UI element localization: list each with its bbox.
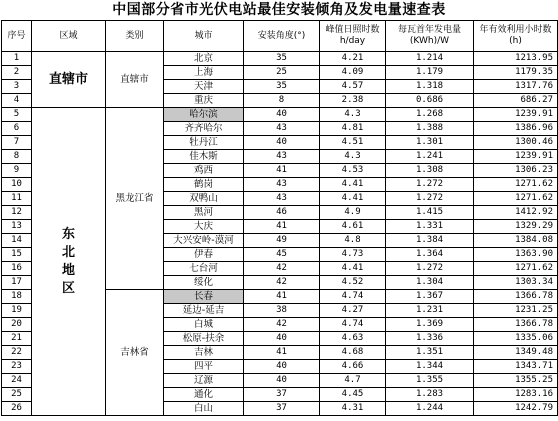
cell-city: 大兴安岭-漠河 bbox=[164, 234, 244, 248]
cell-angle: 43 bbox=[244, 150, 320, 164]
cell-city: 重庆 bbox=[164, 94, 244, 108]
category-heilongjiang: 黑龙江省 bbox=[106, 108, 164, 290]
cell-city: 长春 bbox=[164, 290, 244, 304]
cell-annual-hours: 1271.62 bbox=[474, 178, 558, 192]
cell-seq: 15 bbox=[2, 248, 32, 262]
header-peak-hours-text: 峰值日照时数h/day bbox=[325, 25, 380, 46]
cell-peak-hours: 2.38 bbox=[320, 94, 386, 108]
cell-annual-hours: 1213.95 bbox=[474, 52, 558, 66]
cell-first-year-gen: 1.369 bbox=[386, 318, 474, 332]
cell-first-year-gen: 1.367 bbox=[386, 290, 474, 304]
cell-angle: 49 bbox=[244, 234, 320, 248]
cell-peak-hours: 4.21 bbox=[320, 52, 386, 66]
cell-seq: 22 bbox=[2, 346, 32, 360]
cell-peak-hours: 4.53 bbox=[320, 164, 386, 178]
cell-city: 齐齐哈尔 bbox=[164, 122, 244, 136]
cell-peak-hours: 4.81 bbox=[320, 122, 386, 136]
cell-annual-hours: 1386.96 bbox=[474, 122, 558, 136]
document-title: 中国部分省市光伏电站最佳安装倾角及发电量速查表 bbox=[112, 2, 446, 18]
cell-angle: 25 bbox=[244, 66, 320, 80]
cell-first-year-gen: 1.272 bbox=[386, 178, 474, 192]
cell-angle: 40 bbox=[244, 108, 320, 122]
cell-city: 佳木斯 bbox=[164, 150, 244, 164]
cell-city: 白城 bbox=[164, 318, 244, 332]
cell-first-year-gen: 1.179 bbox=[386, 66, 474, 80]
cell-seq: 8 bbox=[2, 150, 32, 164]
cell-peak-hours: 4.52 bbox=[320, 276, 386, 290]
cell-annual-hours: 686.27 bbox=[474, 94, 558, 108]
cell-angle: 40 bbox=[244, 374, 320, 388]
cell-peak-hours: 4.68 bbox=[320, 346, 386, 360]
cell-first-year-gen: 1.272 bbox=[386, 262, 474, 276]
cell-city: 双鸭山 bbox=[164, 192, 244, 206]
cell-annual-hours: 1366.78 bbox=[474, 318, 558, 332]
cell-city: 黑河 bbox=[164, 206, 244, 220]
cell-first-year-gen: 1.355 bbox=[386, 374, 474, 388]
category-jilin: 吉林省 bbox=[106, 290, 164, 416]
cell-seq: 12 bbox=[2, 206, 32, 220]
cell-city: 哈尔滨 bbox=[164, 108, 244, 122]
cell-seq: 24 bbox=[2, 374, 32, 388]
cell-peak-hours: 4.8 bbox=[320, 234, 386, 248]
cell-annual-hours: 1355.25 bbox=[474, 374, 558, 388]
cell-angle: 43 bbox=[244, 192, 320, 206]
cell-annual-hours: 1363.90 bbox=[474, 248, 558, 262]
cell-annual-hours: 1242.79 bbox=[474, 402, 558, 416]
cell-angle: 35 bbox=[244, 52, 320, 66]
header-seq: 序号 bbox=[2, 21, 32, 52]
cell-seq: 19 bbox=[2, 304, 32, 318]
cell-annual-hours: 1366.78 bbox=[474, 290, 558, 304]
cell-first-year-gen: 1.308 bbox=[386, 164, 474, 178]
cell-angle: 40 bbox=[244, 360, 320, 374]
cell-peak-hours: 4.61 bbox=[320, 220, 386, 234]
cell-first-year-gen: 1.344 bbox=[386, 360, 474, 374]
cell-peak-hours: 4.7 bbox=[320, 374, 386, 388]
cell-city: 吉林 bbox=[164, 346, 244, 360]
cell-first-year-gen: 0.686 bbox=[386, 94, 474, 108]
cell-angle: 41 bbox=[244, 290, 320, 304]
cell-annual-hours: 1335.06 bbox=[474, 332, 558, 346]
cell-seq: 14 bbox=[2, 234, 32, 248]
cell-angle: 41 bbox=[244, 164, 320, 178]
header-angle: 安装角度(°) bbox=[244, 21, 320, 52]
header-first-year-gen-text: 每瓦首年发电量(KWh)/W bbox=[397, 25, 461, 46]
cell-peak-hours: 4.41 bbox=[320, 192, 386, 206]
cell-angle: 35 bbox=[244, 80, 320, 94]
cell-angle: 43 bbox=[244, 178, 320, 192]
cell-first-year-gen: 1.244 bbox=[386, 402, 474, 416]
cell-first-year-gen: 1.331 bbox=[386, 220, 474, 234]
cell-annual-hours: 1343.71 bbox=[474, 360, 558, 374]
cell-first-year-gen: 1.241 bbox=[386, 150, 474, 164]
cell-seq: 7 bbox=[2, 136, 32, 150]
cell-annual-hours: 1317.76 bbox=[474, 80, 558, 94]
cell-city: 鸡西 bbox=[164, 164, 244, 178]
cell-seq: 10 bbox=[2, 178, 32, 192]
cell-angle: 8 bbox=[244, 94, 320, 108]
cell-city: 延边-延吉 bbox=[164, 304, 244, 318]
cell-city: 七台河 bbox=[164, 262, 244, 276]
cell-annual-hours: 1300.46 bbox=[474, 136, 558, 150]
cell-seq: 26 bbox=[2, 402, 32, 416]
cell-peak-hours: 4.74 bbox=[320, 290, 386, 304]
cell-city: 四平 bbox=[164, 360, 244, 374]
header-annual-hours bbox=[474, 21, 558, 52]
header-category: 类别 bbox=[106, 21, 164, 52]
cell-angle: 41 bbox=[244, 220, 320, 234]
cell-city: 天津 bbox=[164, 80, 244, 94]
cell-annual-hours: 1329.29 bbox=[474, 220, 558, 234]
cell-first-year-gen: 1.214 bbox=[386, 52, 474, 66]
cell-city: 鹤岗 bbox=[164, 178, 244, 192]
region-dongbei-char: 北 bbox=[61, 244, 75, 260]
cell-annual-hours: 1306.23 bbox=[474, 164, 558, 178]
cell-first-year-gen: 1.283 bbox=[386, 388, 474, 402]
cell-seq: 18 bbox=[2, 290, 32, 304]
cell-annual-hours: 1412.92 bbox=[474, 206, 558, 220]
cell-first-year-gen: 1.304 bbox=[386, 276, 474, 290]
cell-seq: 5 bbox=[2, 108, 32, 122]
cell-seq: 20 bbox=[2, 318, 32, 332]
cell-angle: 38 bbox=[244, 304, 320, 318]
region-zhixiashi: 直辖市 bbox=[32, 52, 106, 108]
cell-annual-hours: 1179.35 bbox=[474, 66, 558, 80]
cell-peak-hours: 4.31 bbox=[320, 402, 386, 416]
cell-city: 上海 bbox=[164, 66, 244, 80]
cell-first-year-gen: 1.231 bbox=[386, 304, 474, 318]
cell-peak-hours: 4.3 bbox=[320, 150, 386, 164]
pv-quick-reference-table bbox=[1, 20, 558, 416]
cell-city: 辽源 bbox=[164, 374, 244, 388]
header-region: 区域 bbox=[32, 21, 106, 52]
cell-angle: 37 bbox=[244, 388, 320, 402]
cell-city: 绥化 bbox=[164, 276, 244, 290]
cell-annual-hours: 1239.91 bbox=[474, 108, 558, 122]
region-dongbei-char: 地 bbox=[61, 262, 75, 278]
cell-peak-hours: 4.66 bbox=[320, 360, 386, 374]
header-annual-hours-text: 年有效利用小时数 (h) bbox=[479, 25, 552, 46]
cell-first-year-gen: 1.318 bbox=[386, 80, 474, 94]
cell-peak-hours: 4.9 bbox=[320, 206, 386, 220]
cell-annual-hours: 1271.62 bbox=[474, 262, 558, 276]
cell-annual-hours: 1231.25 bbox=[474, 304, 558, 318]
cell-angle: 42 bbox=[244, 262, 320, 276]
cell-seq: 25 bbox=[2, 388, 32, 402]
cell-seq: 16 bbox=[2, 262, 32, 276]
cell-seq: 17 bbox=[2, 276, 32, 290]
cell-angle: 46 bbox=[244, 206, 320, 220]
cell-angle: 42 bbox=[244, 276, 320, 290]
cell-city: 松原-扶余 bbox=[164, 332, 244, 346]
cell-peak-hours: 4.51 bbox=[320, 136, 386, 150]
cell-angle: 41 bbox=[244, 346, 320, 360]
cell-first-year-gen: 1.364 bbox=[386, 248, 474, 262]
cell-angle: 45 bbox=[244, 248, 320, 262]
cell-seq: 23 bbox=[2, 360, 32, 374]
cell-angle: 43 bbox=[244, 122, 320, 136]
cell-seq: 1 bbox=[2, 52, 32, 66]
cell-seq: 11 bbox=[2, 192, 32, 206]
cell-annual-hours: 1384.08 bbox=[474, 234, 558, 248]
cell-angle: 40 bbox=[244, 136, 320, 150]
cell-annual-hours: 1303.34 bbox=[474, 276, 558, 290]
cell-first-year-gen: 1.351 bbox=[386, 346, 474, 360]
cell-city: 北京 bbox=[164, 52, 244, 66]
region-dongbei-char: 区 bbox=[61, 280, 75, 296]
cell-seq: 13 bbox=[2, 220, 32, 234]
region-dongbei-char: 东 bbox=[61, 226, 75, 242]
cell-peak-hours: 4.73 bbox=[320, 248, 386, 262]
cell-first-year-gen: 1.301 bbox=[386, 136, 474, 150]
cell-angle: 42 bbox=[244, 318, 320, 332]
table-row bbox=[2, 52, 558, 66]
cell-peak-hours: 4.3 bbox=[320, 108, 386, 122]
cell-first-year-gen: 1.415 bbox=[386, 206, 474, 220]
cell-seq: 3 bbox=[2, 80, 32, 94]
cell-peak-hours: 4.74 bbox=[320, 318, 386, 332]
cell-seq: 21 bbox=[2, 332, 32, 346]
cell-angle: 37 bbox=[244, 402, 320, 416]
cell-peak-hours: 4.45 bbox=[320, 388, 386, 402]
region-dongbei bbox=[32, 108, 106, 416]
cell-annual-hours: 1283.16 bbox=[474, 388, 558, 402]
cell-first-year-gen: 1.272 bbox=[386, 192, 474, 206]
cell-peak-hours: 4.09 bbox=[320, 66, 386, 80]
table-body bbox=[2, 52, 558, 416]
cell-first-year-gen: 1.336 bbox=[386, 332, 474, 346]
cell-city: 白山 bbox=[164, 402, 244, 416]
cell-peak-hours: 4.27 bbox=[320, 304, 386, 318]
cell-first-year-gen: 1.384 bbox=[386, 234, 474, 248]
cell-angle: 40 bbox=[244, 332, 320, 346]
cell-seq: 2 bbox=[2, 66, 32, 80]
cell-annual-hours: 1271.62 bbox=[474, 192, 558, 206]
cell-annual-hours: 1349.48 bbox=[474, 346, 558, 360]
cell-peak-hours: 4.41 bbox=[320, 178, 386, 192]
cell-first-year-gen: 1.268 bbox=[386, 108, 474, 122]
cell-peak-hours: 4.63 bbox=[320, 332, 386, 346]
header-row bbox=[2, 21, 558, 52]
cell-city: 通化 bbox=[164, 388, 244, 402]
cell-seq: 9 bbox=[2, 164, 32, 178]
cell-seq: 4 bbox=[2, 94, 32, 108]
cell-peak-hours: 4.57 bbox=[320, 80, 386, 94]
header-peak-hours bbox=[320, 21, 386, 52]
table-row bbox=[2, 108, 558, 122]
cell-city: 牡丹江 bbox=[164, 136, 244, 150]
cell-city: 伊春 bbox=[164, 248, 244, 262]
header-city: 城市 bbox=[164, 21, 244, 52]
cell-first-year-gen: 1.388 bbox=[386, 122, 474, 136]
category-zhixiashi: 直辖市 bbox=[106, 52, 164, 108]
header-first-year-gen bbox=[386, 21, 474, 52]
cell-city: 大庆 bbox=[164, 220, 244, 234]
cell-annual-hours: 1239.91 bbox=[474, 150, 558, 164]
cell-seq: 6 bbox=[2, 122, 32, 136]
cell-peak-hours: 4.41 bbox=[320, 262, 386, 276]
